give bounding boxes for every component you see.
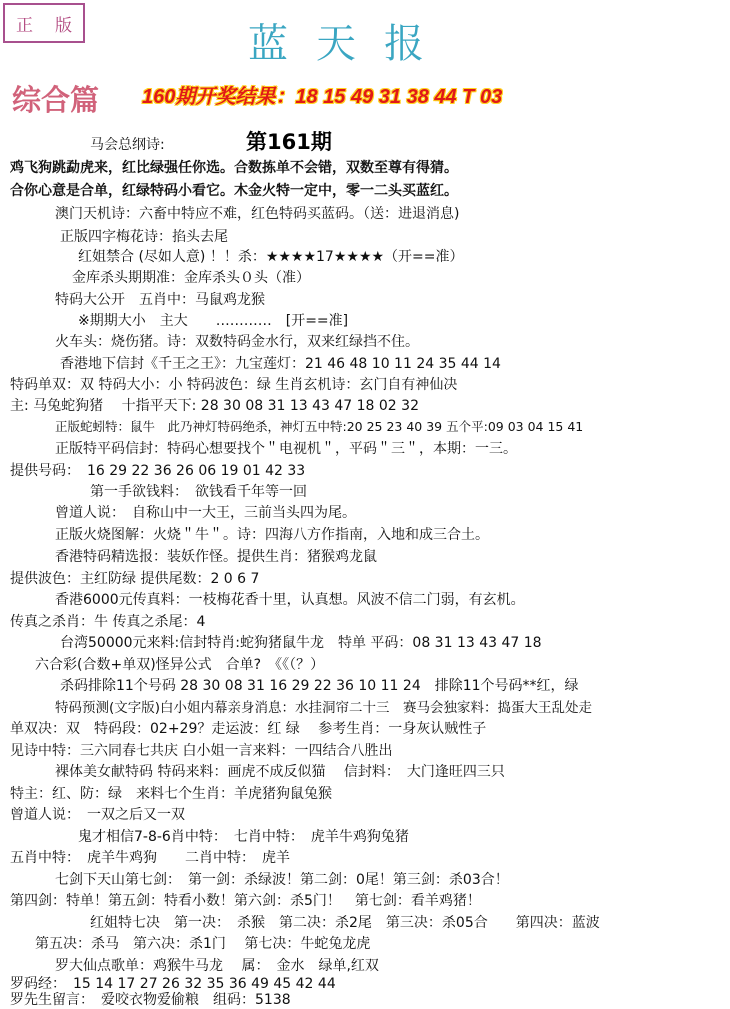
text-line: 第一手欲钱料： 欲钱看千年等一回 xyxy=(90,484,307,500)
text-line: 特码预测(文字版)白小姐内幕亲身消息：水挂洞帘二十三 赛马会独家料：捣蛋大王乱处走 xyxy=(55,700,593,716)
text-line: 特码单双：双 特码大小：小 特码波色：绿 生肖玄机诗：玄门自有神仙决 xyxy=(10,377,458,393)
text-line: 正版火烧图解：火烧＂牛＂。诗：四海八方作指南，入地和成三合土。 xyxy=(55,527,489,543)
text-line: 香港6000元传真料：一枝梅花香十里，认真想。风波不信二门弱，有玄机。 xyxy=(55,592,525,608)
text-line: 曾道人说： 自称山中一大王，三前当头四为尾。 xyxy=(55,505,356,521)
text-line: 罗大仙点歌单：鸡猴牛马龙 属： 金水 绿单,红双 xyxy=(55,958,379,974)
text-line: 合你心意是合单，红绿特码小看它。木金火特一定中，零一二头买蓝红。 xyxy=(10,183,458,199)
text-line: 马会总纲诗: xyxy=(90,137,165,153)
text-line: 正版蛇蚓特：鼠牛 此乃神灯特码绝杀，神灯五中特:20 25 23 40 39 五个平:09 03 04 15 41 xyxy=(55,419,584,434)
text-line: 单双决：双 特码段：02+29？走运波：红 绿 参考生肖：一身灰认贼性子 xyxy=(10,721,487,737)
draw-result: 160期开奖结果：18 15 49 31 38 44 T 03 xyxy=(142,86,503,108)
text-line: 鸡飞狗跳勐虎来，红比绿强任你选。合数拣单不会错，双数至尊有得猜。 xyxy=(10,160,458,176)
text-line: 正版四字梅花诗：掐头去尾 xyxy=(60,229,228,245)
text-line: 第四剑：特单！第五剑：特看小数！第六剑：杀5门！ 第七剑：看羊鸡猪！ xyxy=(10,893,481,909)
text-line: 火车头：烧伤猪。诗：双数特码金水行，双来红绿挡不住。 xyxy=(55,334,419,350)
stamp-char-left: 正 xyxy=(16,15,33,36)
text-line: 台湾50000元来料:信封特肖:蛇狗猪鼠牛龙 特单 平码：08 31 13 43 47 18 xyxy=(60,635,542,651)
text-line: 见诗中特：三六同春七共庆 白小姐一言来料：一四结合八胜出 xyxy=(10,743,393,759)
text-line: 香港特码精选报：装妖作怪。提供生肖：猪猴鸡龙鼠 xyxy=(55,549,377,565)
stamp-char-right: 版 xyxy=(55,15,72,36)
text-line: 杀码排除11个号码 28 30 08 31 16 29 22 36 10 11 24 排除11个号码**红，绿 xyxy=(60,678,579,694)
issue-number: 第161期 xyxy=(246,130,332,154)
section-title: 综合篇 xyxy=(12,83,100,117)
text-line: 曾道人说： 一双之后又一双 xyxy=(10,807,185,823)
text-line: 特主：红、防：绿 来料七个生肖：羊虎猪狗鼠兔猴 xyxy=(10,786,332,802)
text-line: 金库杀头期期准：金库杀头０头（准） xyxy=(72,270,310,286)
text-line: 裸体美女献特码 特码来料：画虎不成反似猫 信封料： 大门逢旺四三只 xyxy=(55,764,505,780)
text-line: 红姐特七决 第一决： 杀猴 第二决：杀2尾 第三决：杀05合 第四决：蓝波 xyxy=(90,915,600,931)
text-line: 主: 马兔蛇狗猪 十指平天下: 28 30 08 31 13 43 47 18 02 32 xyxy=(10,398,419,414)
text-line: 澳门天机诗：六畜中特应不难，红色特码买蓝码。（送：进退消息) xyxy=(55,206,460,222)
text-line: 第五决：杀马 第六决：杀1门 第七决：牛蛇兔龙虎 xyxy=(35,936,371,952)
text-line: 罗先生留言： 爱咬衣物爱偷粮 组码：5138 xyxy=(10,992,291,1008)
text-line: 传真之杀肖：牛 传真之杀尾：4 xyxy=(10,614,206,630)
text-line: 红姐禁合 (尽如人意) ！！杀：★★★★17★★★★（开==准） xyxy=(78,249,464,265)
text-line: 七剑下天山第七剑： 第一剑：杀绿波！第二剑：0尾！第三剑：杀03合！ xyxy=(55,872,509,888)
page-title: 蓝天报 xyxy=(248,21,452,67)
text-line: 罗码经： 15 14 17 27 26 32 35 36 49 45 42 44 xyxy=(10,976,336,992)
text-line: 六合彩(合数+单双)怪异公式 合单? 《《（？） xyxy=(35,657,325,673)
text-line: 提供波色：主红防绿 提供尾数：2 0 6 7 xyxy=(10,571,260,587)
text-line: 提供号码： 16 29 22 36 26 06 19 01 42 33 xyxy=(10,463,306,479)
text-line: 五肖中特： 虎羊牛鸡狗 二肖中特： 虎羊 xyxy=(10,850,290,866)
text-line: 正版特平码信封：特码心想要找个＂电视机＂，平码＂三＂，本期：一三。 xyxy=(55,441,517,457)
text-line: 香港地下信封《千王之王》：九宝莲灯：21 46 48 10 11 24 35 44 14 xyxy=(60,356,501,372)
genuine-stamp xyxy=(3,3,85,43)
text-line: 鬼才相信7-8-6肖中特： 七肖中特： 虎羊牛鸡狗兔猪 xyxy=(78,829,409,845)
text-line: 特码大公开 五肖中：马鼠鸡龙猴 xyxy=(55,292,265,308)
text-line: ※期期大小 主大 ………… [开==准] xyxy=(78,313,349,329)
